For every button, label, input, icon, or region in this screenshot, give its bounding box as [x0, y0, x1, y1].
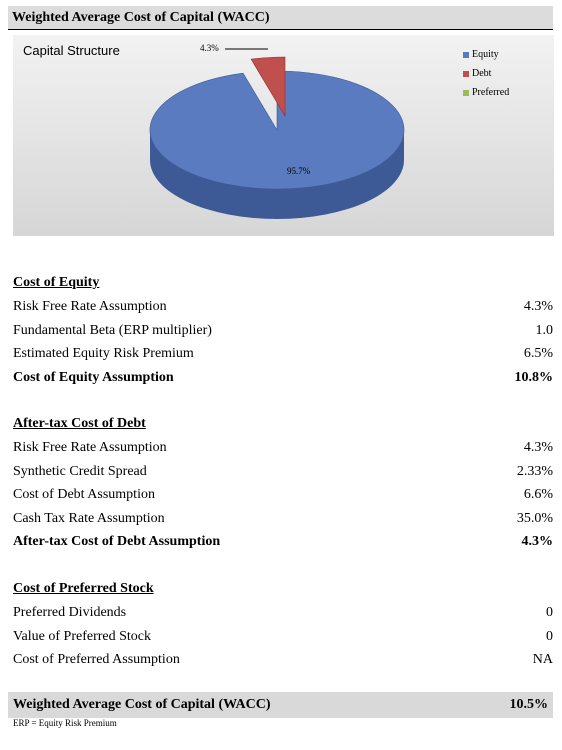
cost-of-equity-section — [13, 271, 553, 389]
row-value: 35.0% — [516, 510, 553, 526]
row-value: 4.3% — [523, 440, 553, 455]
row-label: Risk Free Rate Assumption — [13, 299, 167, 314]
row-label: Estimated Equity Risk Premium — [13, 346, 194, 361]
table-row — [13, 342, 553, 366]
row-value: 0 — [546, 605, 553, 620]
table-row — [13, 648, 553, 672]
row-value: 0 — [546, 628, 553, 644]
legend-item-debt — [463, 64, 509, 83]
data-label-debt: 4.3% — [200, 43, 219, 53]
table-row — [13, 601, 553, 625]
table-row — [13, 295, 553, 319]
row-label: Synthetic Credit Spread — [13, 463, 147, 479]
legend-swatch-preferred — [463, 90, 469, 96]
cost-of-debt-header: After-tax Cost of Debt — [13, 416, 146, 431]
total-row — [13, 530, 553, 554]
legend-item-equity — [463, 45, 509, 64]
row-value: 4.3% — [523, 299, 553, 314]
wacc-total-row — [8, 692, 553, 718]
legend-label-debt: Debt — [472, 68, 492, 79]
row-label: Risk Free Rate Assumption — [13, 440, 167, 455]
chart-title: Capital Structure — [23, 43, 120, 58]
total-value: 4.3% — [521, 534, 553, 549]
row-label: Fundamental Beta (ERP multiplier) — [13, 322, 212, 338]
table-row — [13, 625, 553, 649]
row-label: Cost of Preferred Assumption — [13, 652, 180, 667]
data-label-equity: 95.7% — [287, 166, 311, 176]
row-label: Preferred Dividends — [13, 605, 127, 620]
row-value: 1.0 — [535, 322, 553, 338]
cost-of-debt-section — [13, 412, 553, 554]
total-label: Cost of Equity Assumption — [13, 369, 174, 385]
table-row — [13, 460, 553, 484]
cost-of-preferred-header: Cost of Preferred Stock — [13, 581, 154, 596]
table-row — [13, 507, 553, 531]
row-value: NA — [532, 652, 553, 667]
wacc-value: 10.5% — [509, 697, 548, 712]
capital-structure-chart — [13, 35, 554, 236]
total-label: After-tax Cost of Debt Assumption — [13, 534, 221, 549]
cost-of-equity-header: Cost of Equity — [13, 275, 100, 290]
wacc-label: Weighted Average Cost of Capital (WACC) — [13, 697, 271, 712]
chart-legend — [463, 45, 509, 102]
legend-item-preferred — [463, 83, 509, 102]
legend-swatch-debt — [463, 71, 469, 77]
row-label: Cash Tax Rate Assumption — [13, 510, 165, 526]
row-label: Cost of Debt Assumption — [13, 487, 155, 502]
page-title: Weighted Average Cost of Capital (WACC) — [8, 6, 553, 30]
row-value: 2.33% — [516, 463, 553, 479]
legend-swatch-equity — [463, 52, 469, 58]
table-row — [13, 436, 553, 460]
row-label: Value of Preferred Stock — [13, 628, 152, 644]
row-value: 6.6% — [523, 487, 553, 502]
cost-of-preferred-section — [13, 577, 553, 672]
row-value: 6.5% — [523, 346, 553, 361]
total-value: 10.8% — [514, 369, 553, 385]
table-row — [13, 319, 553, 343]
legend-label-equity: Equity — [472, 49, 499, 60]
total-row — [13, 366, 553, 390]
legend-label-preferred: Preferred — [472, 87, 510, 98]
footnote: ERP = Equity Risk Premium — [13, 718, 117, 728]
table-row — [13, 483, 553, 507]
